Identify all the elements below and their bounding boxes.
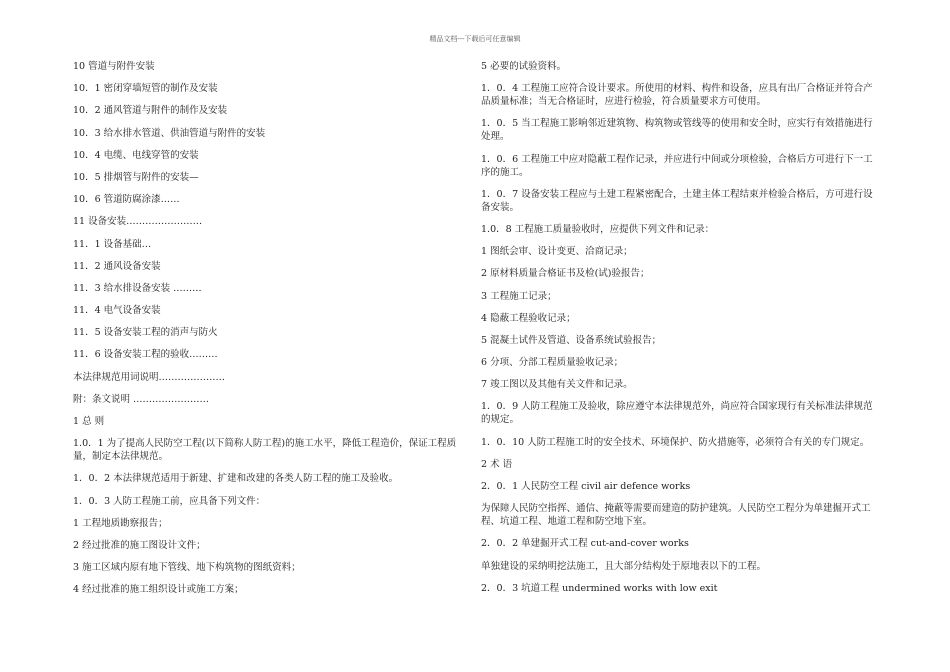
paragraph: 11．6 设备安装工程的验收……… (73, 349, 218, 361)
list-item: 1 工程地质勘察报告； (73, 517, 168, 529)
paragraph: 附：条文说明 …………………… (73, 393, 210, 405)
paragraph: 为保障人民防空指挥、通信、掩蔽等需要而建造的防护建筑。人民防空工程分为单建掘开式工程、坑道工程、地道工程和防空地下室。 (481, 503, 871, 528)
page-header: 精品文档---下载后可任意编辑 (429, 35, 521, 43)
paragraph: 1.0．8 工程施工质量验收时，应提供下列文件和记录： (481, 223, 715, 235)
paragraph: 1．0．3 人防工程施工前，应具备下列文件： (73, 495, 266, 507)
section-heading: 2 术 语 (481, 458, 513, 470)
paragraph: 本法律规范用词说明………………… (73, 371, 226, 383)
left-column (73, 60, 473, 606)
term-heading: 2．0．3 坑道工程 undermined works with low exit (481, 582, 718, 594)
list-item: 5 必要的试验资料。 (481, 61, 567, 72)
right-column (481, 60, 881, 604)
list-item: 6 分项、分部工程质量验收记录； (481, 357, 624, 369)
paragraph: 11 设备安装…………………… (73, 216, 203, 228)
paragraph: 1．0．4 工程施工应符合设计要求。所使用的材料、构件和设备，应具有出厂合格证并符合产品质量标准；当无合格证时，应进行检验，符合质量要求方可使用。 (481, 83, 873, 108)
section-heading: 1 总 则 (73, 416, 105, 427)
list-item: 1 图纸会审、设计变更、洽商记录； (481, 246, 633, 258)
paragraph: 1．0．10 人防工程施工时的安全技术、环境保护、防火措施等，必须符合有关的专门规定。 (481, 436, 870, 448)
paragraph: 10 管道与附件安装 (73, 61, 155, 72)
list-item: 5 混凝土试件及管道、设备系统试验报告； (481, 334, 662, 346)
paragraph: 10．1 密闭穿墙短管的制作及安装 (73, 83, 218, 95)
paragraph: 1．0．9 人防工程施工及验收，除应遵守本法律规范外，尚应符合国家现行有关标准法律规范的规定。 (481, 401, 873, 426)
term-heading: 2．0．1 人民防空工程 civil air defence works (481, 481, 691, 492)
list-item: 3 施工区域内原有地下管线、地下构筑物的图纸资料； (73, 562, 301, 574)
list-item: 7 竣工图以及其他有关文件和记录。 (481, 379, 633, 391)
list-item: 4 经过批准的施工组织设计或施工方案； (73, 584, 244, 596)
paragraph: 11．3 给水排设备安装 ……… (73, 282, 202, 294)
paragraph: 1．0．5 当工程施工影响邻近建筑物、构筑物或管线等的使用和安全时，应实行有效措施进行处理。 (481, 118, 873, 143)
paragraph: 1.0．1 为了提高人民防空工程(以下简称人防工程)的施工水平，降低工程造价，保证工程质量，制定本法律规范。 (73, 438, 457, 463)
paragraph: 11．2 通风设备安装 (73, 260, 161, 272)
paragraph: 1．0．7 设备安装工程应与土建工程紧密配合，土建主体工程结束并检验合格后，方可进行设备安装。 (481, 188, 873, 213)
paragraph: 11．1 设备基础… (73, 238, 152, 250)
paragraph: 10．2 通风管道与附件的制作及安装 (73, 105, 228, 117)
paragraph: 10．3 给水排水管道、供油管道与附件的安装 (73, 127, 266, 139)
paragraph: 10．4 电缆、电线穿管的安装 (73, 149, 199, 161)
list-item: 2 原材料质量合格证书及检(试)验报告； (481, 268, 650, 280)
paragraph: 11．5 设备安装工程的消声与防火 (73, 327, 218, 339)
paragraph: 1．0．6 工程施工中应对隐蔽工程作记录，并应进行中间或分项检验，合格后方可进行下一工序的施工。 (481, 153, 873, 178)
paragraph: 10．5 排烟管与附件的安装— (73, 171, 199, 183)
paragraph: 单独建设的采纳明挖法施工，且大部分结构处于原地表以下的工程。 (481, 560, 767, 572)
list-item: 2 经过批准的施工图设计文件； (73, 539, 206, 551)
paragraph: 11．4 电气设备安装 (73, 305, 161, 317)
list-item: 3 工程施工记录； (481, 290, 557, 302)
list-item: 4 隐蔽工程验收记录； (481, 312, 576, 324)
term-heading: 2．0．2 单建掘开式工程 cut-and-cover works (481, 538, 689, 550)
paragraph: 1．0．2 本法律规范适用于新建、扩建和改建的各类人防工程的施工及验收。 (73, 473, 399, 485)
paragraph: 10．6 管道防腐涂漆…… (73, 194, 180, 206)
